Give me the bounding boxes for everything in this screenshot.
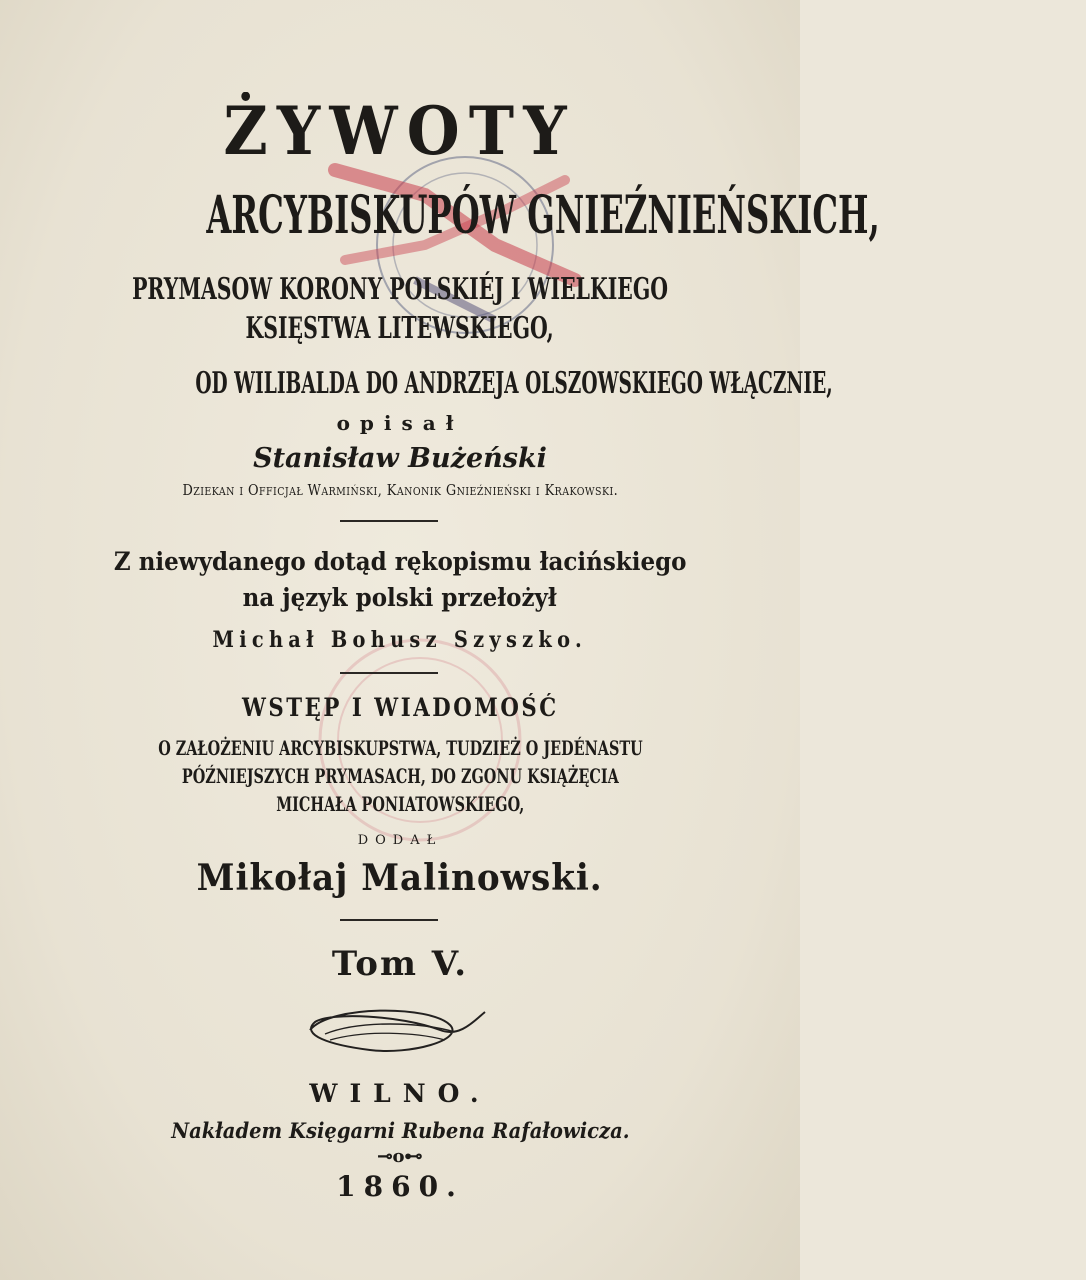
publication-year: 1860. xyxy=(336,1170,464,1203)
described-by-label: opisał xyxy=(336,411,464,435)
translator-name: Michał Bohusz Szyszko. xyxy=(212,627,588,653)
editor-name: Mikołaj Malinowski. xyxy=(197,857,603,899)
volume-number: Tom V. xyxy=(331,944,469,984)
flourish-ornament-icon xyxy=(290,1000,490,1064)
description-line-3: OD WILIBALDA DO ANDRZEJA OLSZOWSKIEGO WŁĄCZNIE, xyxy=(195,366,833,401)
book-subtitle: ARCYBISKUPÓW GNIEŹNIEŃSKICH, xyxy=(206,185,880,246)
introduction-line-1: O ZAŁOŻENIU ARCYBISKUPSTWA, TUDZIEŻ O JEDÉNASTU xyxy=(157,736,643,760)
added-by-label: DODAŁ xyxy=(357,833,443,848)
year-ornament: ⊸o⊷ xyxy=(377,1146,423,1167)
description-line-2: KSIĘSTWA LITEWSKIEGO, xyxy=(245,311,555,346)
description-line-1: PRYMASOW KORONY POLSKIÉJ I WIELKIEGO xyxy=(132,272,668,307)
author-name: Stanisław Bużeński xyxy=(253,443,547,474)
introduction-line-3: MICHAŁA PONIATOWSKIEGO, xyxy=(275,792,525,816)
publication-city: WILNO. xyxy=(309,1079,491,1108)
divider-rule xyxy=(340,672,438,674)
book-title: ŻYWOTY xyxy=(223,92,577,170)
divider-rule xyxy=(340,520,438,522)
divider-rule xyxy=(340,919,438,921)
translation-line-1: Z niewydanego dotąd rękopismu łacińskiego xyxy=(113,547,687,576)
introduction-line-2: PÓŹNIEJSZYCH PRYMASACH, DO ZGONU KSIĄŻĘCIA xyxy=(181,764,619,788)
publisher-line: Nakładem Księgarni Rubena Rafałowicza. xyxy=(170,1118,630,1143)
introduction-heading: WSTĘP I WIADOMOŚĆ xyxy=(241,693,559,722)
author-title: Dziekan i Officjał Warmiński, Kanonik Gnieźnieński i Krakowski. xyxy=(182,481,618,499)
translation-line-2: na język polski przełożył xyxy=(242,583,558,612)
